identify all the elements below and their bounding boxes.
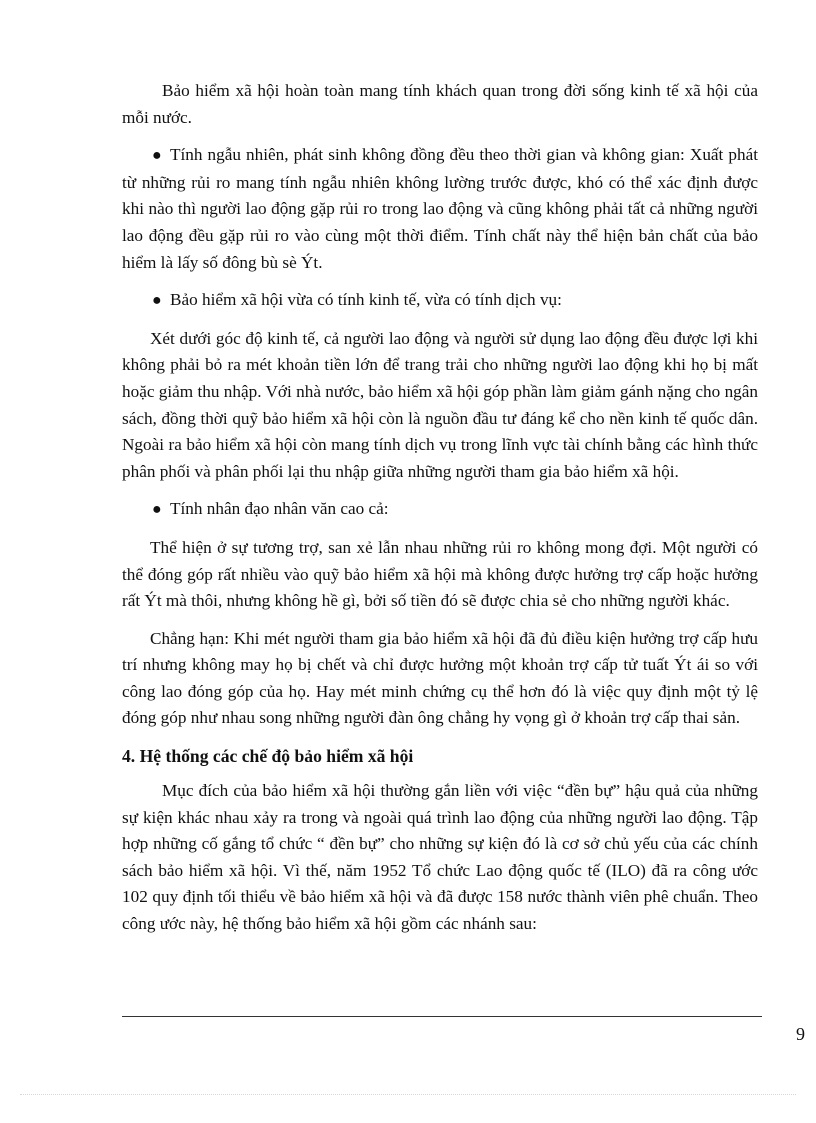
paragraph-solidarity: Thể hiện ở sự tương trợ, san xẻ lẫn nhau những rủi ro không mong đợi. Một người có thể đóng góp rất nhiều vào quỹ bảo hiểm xã hội mà không được hưởng trợ cấp hoặc hưởng rất Ýt mà thôi, nhưng không hề gì, bởi số tiền đó sẽ được chia sẻ cho những người khác. (122, 537, 758, 611)
paragraph-example: Chẳng hạn: Khi mét người tham gia bảo hiểm xã hội đã đủ điều kiện hưởng trợ cấp hưu trí nhưng không may họ bị chết và chỉ được hưởng một khoản trợ cấp tử tuất Ýt ái so với công lao đóng góp của họ. Hay mét minh chứng cụ thể hơn đó là việc quy định một tỷ lệ đóng góp như nhau song những người đàn ông chẳng hy vọng gì ở khoản trợ cấp thai sản. (122, 628, 758, 728)
bullet-text: Bảo hiểm xã hội vừa có tính kinh tế, vừa có tính dịch vụ: (170, 290, 562, 310)
paragraph-intro: Bảo hiểm xã hội hoàn toàn mang tính khách quan trong đời sống kinh tế xã hội của mỗi nước. (122, 81, 758, 127)
page-bottom-dotted-border (20, 1094, 796, 1095)
bullet-item-economic-service (122, 287, 758, 315)
paragraph-economic: Xét dưới góc độ kinh tế, cả người lao động và người sử dụng lao động đều được lợi khi không phải bỏ ra mét khoản tiền lớn để trang trải cho những người lao động khi họ bị mất hoặc giảm thu nhập. Với nhà nước, bảo hiểm xã hội góp phần làm giảm gánh nặng cho ngân sách, đồng thời quỹ bảo hiểm xã hội còn là nguồn đầu tư đáng kể cho nền kinh tế quốc dân. Ngoài ra bảo hiểm xã hội còn mang tính dịch vụ trong lĩnh vực tài chính bằng các hình thức phân phối và phân phối lại thu nhập giữa những người tham gia bảo hiểm xã hội. (122, 328, 758, 481)
bullet-text: Tính nhân đạo nhân văn cao cả: (170, 499, 389, 519)
paragraph-purpose: Mục đích của bảo hiểm xã hội thường gắn liền với việc “đền bự” hậu quả của những sự kiện khác nhau xảy ra trong và ngoài quá trình lao động của những người lao động. Tập hợp những cố gắng tổ chức “ đền bự” cho những sự kiện đó là cơ sở chủ yếu của các chính sách bảo hiểm xã hội. Vì thế, năm 1952 Tổ chức Lao động quốc tế (ILO) đã ra công ước 102 quy định tối thiểu về bảo hiểm xã hội và đã được 158 nước thành viên phê chuẩn. Theo công ước này, hệ thống bảo hiểm xã hội gồm các nhánh sau: (122, 781, 758, 934)
bullet-item-randomness (122, 142, 758, 276)
bullet-icon: ● (152, 292, 162, 310)
bullet-icon: ● (152, 501, 162, 519)
section-heading: 4. Hệ thống các chế độ bảo hiểm xã hội (122, 746, 414, 767)
footer-rule (122, 1016, 762, 1017)
bullet-icon: ● (152, 147, 162, 165)
bullet-text: Tính ngẫu nhiên, phát sinh không đồng đều theo thời gian và không gian: Xuất phát từ những rủi ro mang tính ngẫu nhiên không lường trước được, khó có thể xác định được khi nào thì người lao động gặp rủi ro trong lao động và cũng không phải tất cả những người lao động đều gặp rủi ro vào cùng một thời điểm. Tính chất này thể hiện bản chất của bảo hiểm là lấy số đông bù sè Ýt. (122, 145, 758, 272)
page-number: 9 (796, 1024, 805, 1044)
document-body (122, 78, 758, 949)
bullet-item-humanitarian (122, 496, 758, 524)
